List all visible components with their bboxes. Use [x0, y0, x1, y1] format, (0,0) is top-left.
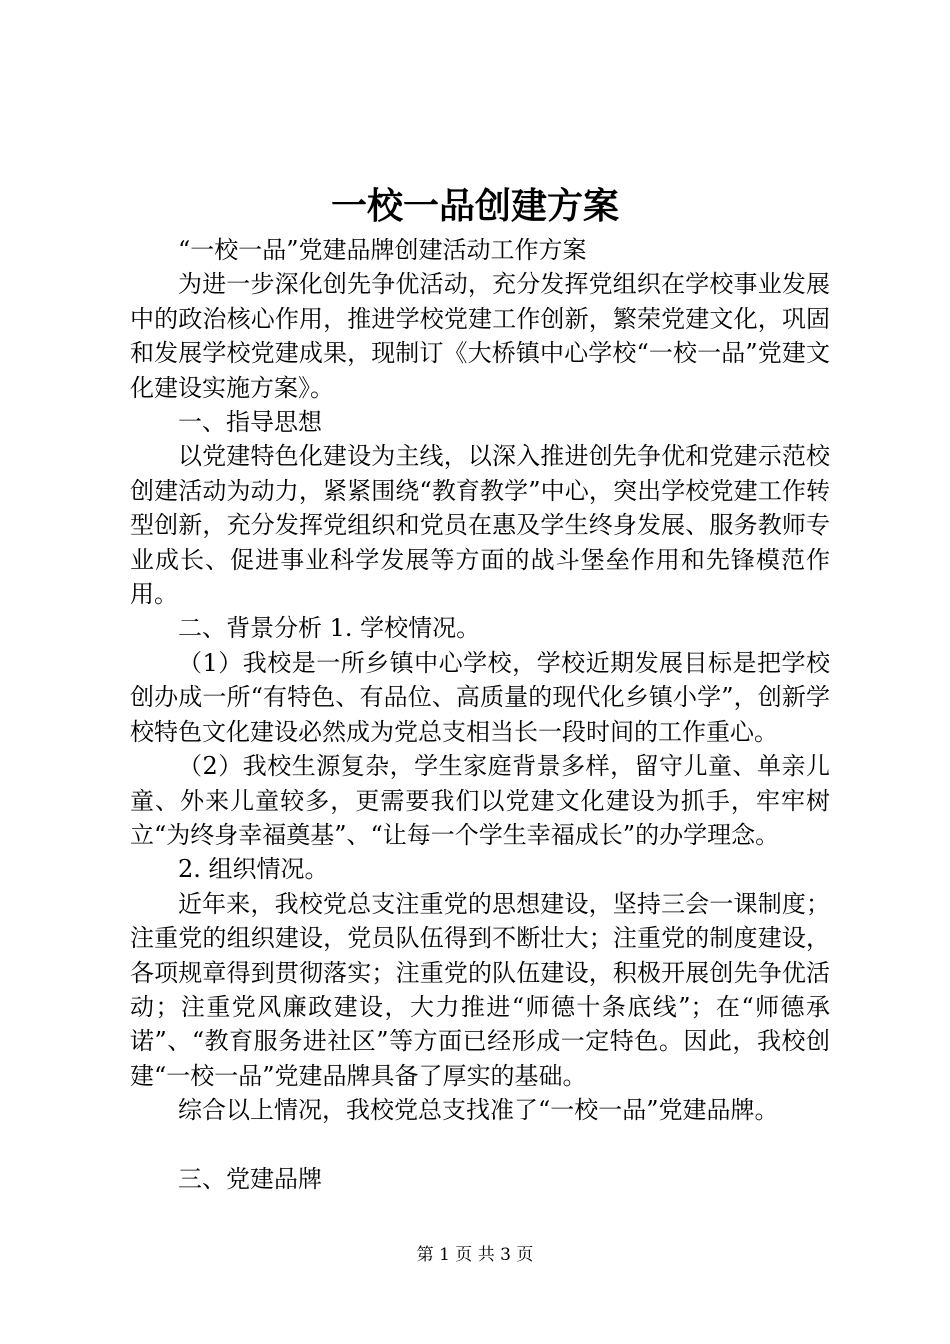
section-heading-background: 二、背景分析 1. 学校情况。 — [178, 614, 481, 643]
organization-paragraph: 近年来，我校党总支注重党的思想建设，坚持三会一课制度；注重党的组织建设，党员队伍得到不断壮大；注重党的制度建设，各项规章得到贯彻落实；注重党的队伍建设，积极开展创先争优活动；注重党风廉政建设，大力推进“师德十条底线”；在“师德承诺”、“教育服务进社区”等方面已经形成一定特色。因此，我校创建“一校一品”党建品牌具备了厚实的基础。 — [130, 889, 830, 1090]
document-title: 一校一品创建方案 — [330, 185, 619, 227]
summary-paragraph: 综合以上情况，我校党总支找准了“一校一品”党建品牌。 — [178, 1096, 779, 1125]
intro-paragraph: 为进一步深化创先争优活动，充分发挥党组织在学校事业发展中的政治核心作用，推进学校党建工作创新，繁荣党建文化，巩固和发展学校党建成果，现制订《大桥镇中心学校“一校一品”党建文化建设实施方案》。 — [130, 270, 830, 402]
section-heading-party-brand: 三、党建品牌 — [178, 1164, 322, 1193]
subtitle-paragraph: “一校一品”党建品牌创建活动工作方案 — [178, 236, 587, 264]
subsection-heading-organization: 2. 组织情况。 — [178, 855, 329, 884]
background-item-2: （2）我校生源复杂，学生家庭背景多样，留守儿童、单亲儿童、外来儿童较多，更需要我们以党建文化建设为抓手，牢牢树立“为终身幸福奠基”、“让每一个学生幸福成长”的办学理念。 — [130, 752, 830, 849]
page-footer: 第 1 页 共 3 页 — [416, 1245, 534, 1265]
section-heading-guiding-ideology: 一、指导思想 — [178, 408, 322, 437]
document-body — [130, 233, 830, 1196]
background-item-1: （1）我校是一所乡镇中心学校，学校近期发展目标是把学校创办成一所“有特色、有品位、高质量的现代化乡镇小学”，创新学校特色文化建设必然成为党总支相当长一段时间的工作重心。 — [130, 648, 830, 746]
guiding-ideology-paragraph: 以党建特色化建设为主线，以深入推进创先争优和党建示范校创建活动为动力，紧紧围绕“教育教学”中心，突出学校党建工作转型创新，充分发挥党组织和党员在惠及学生终身发展、服务教师专业成长、促进事业科学发展等方面的战斗堡垒作用和先锋模范作用。 — [130, 442, 830, 609]
